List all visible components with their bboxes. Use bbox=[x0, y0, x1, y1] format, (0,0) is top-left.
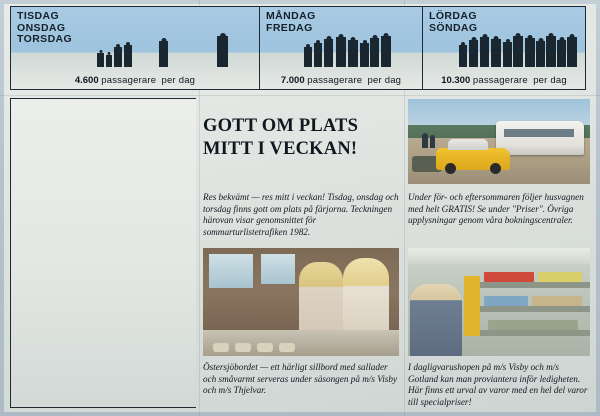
day-label: ONSDAG bbox=[17, 21, 66, 34]
photo-shop-products bbox=[488, 320, 578, 330]
stat-days-mon-fri bbox=[266, 11, 316, 34]
headline-line-2: MITT I VECKAN! bbox=[203, 139, 358, 159]
stat-segment-tue-thu bbox=[11, 7, 259, 89]
photo-buffet-dish bbox=[213, 343, 229, 352]
caravan-paragraph: Under för- och eftersommaren följer husvagnen med helt GRATIS! Se under "Priser". Övriga upplysningar genom våra bokningscentraler. bbox=[408, 192, 584, 226]
photo-shop-products bbox=[532, 296, 582, 306]
fold-line-horizontal bbox=[0, 95, 600, 96]
stat-caption-sat-sun bbox=[423, 75, 585, 86]
photo-shop-shelf bbox=[468, 306, 590, 312]
stat-caption-tue-thu bbox=[11, 75, 259, 86]
photo-shop-products bbox=[538, 272, 582, 282]
day-label: LÖRDAG bbox=[429, 10, 477, 22]
passenger-period: per dag bbox=[161, 75, 196, 86]
photo-caravan bbox=[408, 99, 590, 184]
stat-segment-mon-fri bbox=[259, 7, 422, 89]
intro-paragraph: Res bekvämt — res mitt i veckan! Tisdag, onsdag och torsdag finns gott om plats på färjorna. Teckningen härovan visar genomsnittet för sommarturlistetrafiken 1982. bbox=[203, 192, 399, 237]
stat-caption-mon-fri bbox=[260, 75, 422, 86]
photo-shop-shelf bbox=[468, 330, 590, 336]
photo-buffet-window bbox=[261, 254, 295, 284]
photo-shop-shelf bbox=[468, 282, 590, 288]
stat-segment-sat-sun bbox=[422, 7, 585, 89]
silhouette-group-mon-fri bbox=[260, 33, 422, 67]
silhouette-group-tue-thu bbox=[11, 33, 259, 67]
buffet-caption: Östersjöbordet — ett härligt sillbord med sallader och småvarmt serveras under säsongen på m/s Visby och m/s Thjelvar. bbox=[203, 362, 398, 396]
photo-buffet-dish bbox=[279, 343, 295, 352]
passenger-unit: passagerare bbox=[472, 75, 528, 86]
day-label: SÖNDAG bbox=[429, 21, 478, 34]
photo-shop bbox=[408, 248, 590, 356]
photo-buffet bbox=[203, 248, 399, 356]
photo-buffet-dish bbox=[257, 343, 273, 352]
day-label: TISDAG bbox=[17, 10, 60, 22]
photo-shop-ceiling bbox=[408, 248, 590, 264]
photo-buffet-table bbox=[203, 330, 399, 356]
photo-buffet-dish bbox=[235, 343, 251, 352]
photo-buffet-window bbox=[209, 254, 253, 288]
shop-caption: I dagligvarushopen på m/s Visby och m/s Gotland kan man proviantera inför ledigheten. Här finns ett urval av varor med en hel del varor till specialpriser! bbox=[408, 362, 588, 407]
photo-caravan-person bbox=[430, 135, 435, 148]
passenger-unit: passagerare bbox=[307, 75, 363, 86]
photo-shop-shopper bbox=[410, 284, 462, 356]
blank-left-column bbox=[10, 98, 196, 408]
silhouette-group-sat-sun bbox=[423, 33, 585, 67]
photo-shop-products bbox=[484, 296, 528, 306]
passenger-period: per dag bbox=[533, 75, 567, 86]
passenger-count: 7.000 bbox=[280, 75, 305, 86]
page-headline bbox=[203, 115, 403, 161]
stat-days-sat-sun bbox=[429, 11, 478, 34]
day-label: FREDAG bbox=[266, 21, 313, 34]
photo-caravan-person bbox=[422, 133, 428, 148]
day-label: TORSDAG bbox=[17, 33, 73, 45]
headline-line-1: GOTT OM PLATS bbox=[203, 116, 359, 136]
passenger-count: 4.600 bbox=[74, 75, 99, 86]
passenger-unit: passagerare bbox=[101, 75, 157, 86]
caravan-trailer bbox=[496, 121, 584, 155]
day-label: MÅNDAG bbox=[266, 10, 316, 22]
passenger-period: per dag bbox=[367, 75, 402, 86]
passenger-statistics-panel bbox=[10, 6, 586, 90]
photo-shop-sign bbox=[464, 276, 480, 336]
towing-car bbox=[436, 148, 510, 170]
passenger-count: 10.300 bbox=[441, 75, 471, 86]
photo-shop-products bbox=[484, 272, 534, 282]
